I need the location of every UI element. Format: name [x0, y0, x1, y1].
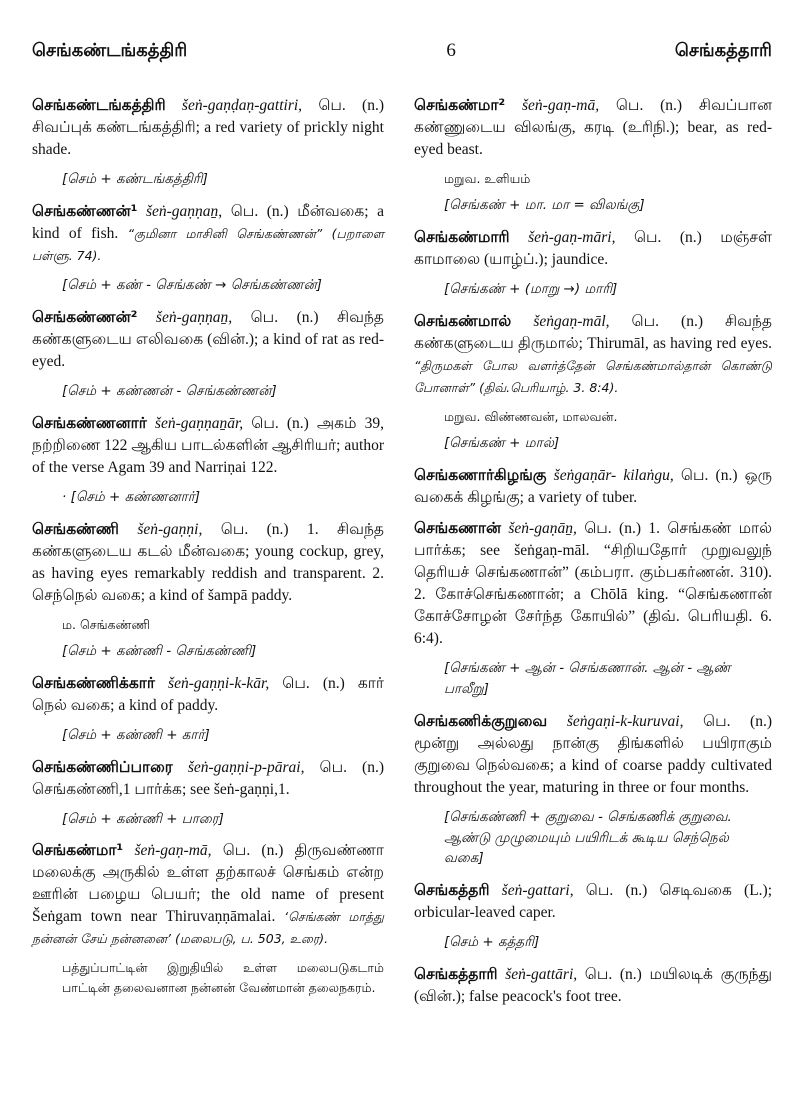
- headword: செங்கண்ணிக்கார்: [32, 673, 155, 692]
- dictionary-entry: [414, 464, 772, 509]
- transliteration: šeṅ-gaṇṇaṉ,: [155, 308, 233, 326]
- headword: செங்கத்தரி: [414, 881, 490, 900]
- dictionary-entry: [414, 94, 772, 161]
- headword: செங்கண்மா²: [414, 96, 506, 114]
- definition: பெ. (n.) திருவண்ணா மலைக்கு அருகில் உள்ள தற்காலச் செங்கம் என்ற ஊரின் பழைய பெயர்; the old name of present Šeṅgam town near Thiruvaṇṇāmalai.: [32, 842, 385, 926]
- definition: பெ. (n.) கார் நெல் வகை; a kind of paddy.: [32, 674, 385, 714]
- dictionary-entry: [414, 517, 772, 650]
- transliteration: šeṅ-gaṇṇi-k-kār,: [168, 674, 270, 692]
- headword: செங்கண்ணிப்பாரை: [32, 757, 173, 776]
- headword: செங்கண்ணி: [32, 519, 119, 538]
- entry-note: பத்துப்பாட்டின் இறுதியில் உள்ள மலைபடுகடாம் பாட்டின் தலைவனான நன்னன் வேண்மான் தலைநகரம்.: [62, 960, 384, 996]
- transliteration: šeṅgaṇi-k-kuruvai,: [566, 712, 684, 730]
- etymology: [செங்கண் + மால்]: [444, 434, 560, 451]
- definition: பெ. (n.) செடிவகை (L.); orbicular-leaved caper.: [414, 882, 773, 922]
- entry-note: மறுவ. விண்ணவன், மாலவன்.: [444, 408, 618, 424]
- headword: செங்கண்மால்: [414, 311, 512, 330]
- etymology: [செம் + கத்தரி]: [444, 934, 540, 951]
- definition: பெ. (n.) செங்கண்ணி,1 பார்க்க; see šeṅ-gaṇṇi,1.: [32, 758, 384, 798]
- header-right-guide-word: செங்கத்தாரி: [674, 40, 772, 61]
- citation-quote: “திருமகள் போல வளர்த்தேன் செங்கண்மால்தான் கொண்டு போனாள்” (திவ்.பெரியாழ். 3. 8:4).: [414, 357, 772, 395]
- dictionary-entry: [414, 879, 772, 924]
- citation-quote: ‘செங்கண் மாத்து நன்னன் சேய் நன்னனை’ (மலைபடு, ப. 503, உரை).: [32, 909, 385, 947]
- etymology: [செம் + கண் - செங்கண் → செங்கண்ணன்]: [62, 276, 322, 293]
- etymology: [செம் + கண்ணி + பாரை]: [62, 810, 224, 827]
- page-header: [32, 40, 772, 76]
- dictionary-entry: [32, 518, 384, 607]
- headword: செங்கணார்கிழங்கு: [414, 465, 547, 484]
- headword: செங்கணான்: [414, 518, 501, 537]
- dictionary-entry: [32, 200, 384, 267]
- etymology: [செங்கண் + (மாறு →) மாரி]: [444, 280, 618, 297]
- transliteration: šeṅ-gaṇ-mā,: [522, 97, 600, 114]
- headword: செங்கணிக்குறுவை: [414, 711, 548, 730]
- transliteration: šeṅgaṇār- kilaṅgu,: [553, 466, 674, 484]
- definition: பெ. (n.) சிவந்த கண்களுடைய எலிவகை (வின்.); a kind of rat as red-eyed.: [32, 308, 385, 370]
- transliteration: šeṅ-gaṇ-māri,: [528, 228, 616, 246]
- transliteration: šeṅ-gaṇ-mā,: [134, 842, 212, 860]
- headword: செங்கண்ணன்²: [32, 307, 138, 326]
- definition: பெ. (n.) 1. சிவந்த கண்களுடைய கடல் மீன்வகை; young cockup, grey, as having eyes remarkably reddish and transparent. 2. செந்நெல் வகை; a kind of šampā paddy.: [32, 520, 385, 604]
- dictionary-entry: [414, 310, 772, 399]
- dictionary-entry: [414, 963, 772, 1008]
- headword: செங்கண்ணன்¹: [32, 201, 138, 220]
- definition: பெ. (n.) சிவப்பான கண்ணுடைய விலங்கு, கரடி (உரிநி.); bear, as red-eyed beast.: [414, 97, 773, 158]
- etymology: [செம் + கண்ணன் - செங்கண்ணன்]: [62, 382, 277, 399]
- dictionary-entry: [32, 756, 384, 801]
- page-number: 6: [446, 40, 456, 61]
- definition: பெ. (n.) மீன்வகை; a kind of fish.: [32, 202, 384, 242]
- definition: பெ. (n.) மஞ்சள் காமாலை (யாழ்ப்.); jaundice.: [414, 228, 772, 268]
- etymology: [செம் + கண்ணி - செங்கண்ணி]: [62, 642, 257, 659]
- etymology: · [செம் + கண்ணனார்]: [62, 488, 201, 505]
- etymology: [செம் + கண்டங்கத்திரி]: [62, 171, 208, 187]
- headword: செங்கண்மாரி: [414, 227, 510, 246]
- transliteration: šeṅ-gaṇṇi,: [137, 520, 203, 538]
- dictionary-entry: [32, 94, 384, 161]
- entry-note: மறுவ. உளியம்: [444, 171, 531, 186]
- headword: செங்கண்டங்கத்திரி: [32, 96, 166, 114]
- header-left-guide-word: செங்கண்டங்கத்திரி: [32, 40, 188, 61]
- definition: பெ. (n.) அகம் 39, நற்றிணை 122 ஆகிய பாடல்களின் ஆசிரியர்; author of the verse Agam 39 and Narriṇai 122.: [32, 414, 385, 476]
- transliteration: šeṅgaṇ-māl,: [533, 312, 610, 330]
- definition: பெ. (n.) ஒரு வகைக் கிழங்கு; a variety of tuber.: [414, 466, 773, 506]
- transliteration: šeṅ-gaṇṇaṉār,: [154, 414, 244, 432]
- transliteration: šeṅ-gaṇāṉ,: [508, 519, 577, 537]
- etymology: [செங்கண் + ஆன் - செங்கணான். ஆன் - ஆண் பாலீறு]: [444, 659, 731, 697]
- transliteration: šeṅ-gaṇṇi-p-pārai,: [187, 758, 305, 776]
- dictionary-entry: [414, 710, 772, 799]
- citation-quote: “குமினா மாசினி செங்கண்ணன்” (பறாளை பள்ளு. 74).: [32, 225, 384, 263]
- dictionary-entry: [32, 306, 384, 373]
- transliteration: šeṅ-gattāri,: [505, 966, 578, 984]
- definition: பெ. (n.) மூன்று அல்லது நான்கு திங்களில் பயிராகும் குறுவை நெல்வகை; a kind of coarse paddy cultivated throughout the year, maturing in three or four months.: [414, 712, 773, 796]
- left-column: [32, 94, 384, 1016]
- headword: செங்கத்தாரி: [414, 965, 498, 984]
- definition: பெ. (n.) சிவப்புக் கண்டங்கத்திரி; a red variety of prickly night shade.: [32, 97, 384, 158]
- definition: பெ. (n.) சிவந்த கண்களுடைய திருமால்; Thirumāl, as having red eyes.: [414, 312, 773, 352]
- transliteration: šeṅ-gaṇṇaṉ,: [145, 202, 223, 220]
- dictionary-entry: [32, 672, 384, 717]
- entry-note: ம. செங்கண்ணி: [62, 616, 151, 632]
- dictionary-entry: [32, 839, 384, 950]
- transliteration: šeṅ-gattari,: [501, 882, 574, 900]
- etymology: [செம் + கண்ணி + கார்]: [62, 726, 210, 743]
- definition: பெ. (n.) 1. செங்கண் மால் பார்க்க; see šeṅgaṇ-māl. “சிறியதோர் முறுவலுந் தெரியச் செங்கணான்” (கம்பரா. கும்பகர்ணன். 310). 2. கோச்செங்கணான்; a Chōlā king. “செங்கணான் கோச்சோழன் சேர்ந்த கோயில்” (திவ். பெரியதி. 6. 6:4).: [414, 519, 773, 647]
- dictionary-entry: [414, 226, 772, 271]
- transliteration: šeṅ-gaṇḍaṇ-gattiri,: [181, 97, 303, 114]
- definition: பெ. (n.) மயிலடிக் குருந்து (வின்.); false peacock's foot tree.: [414, 966, 773, 1006]
- right-column: [414, 94, 772, 1016]
- etymology: [செங்கண்ணி + குறுவை - செங்கணிக் குறுவை. ஆண்டு முழுமையும் பயிரிடக் கூடிய செந்நெல் வகை]: [444, 808, 732, 867]
- headword: செங்கண்ணனார்: [32, 413, 147, 432]
- headword: செங்கண்மா¹: [32, 841, 124, 860]
- etymology: [செங்கண் + மா. மா = விலங்கு]: [444, 197, 645, 213]
- dictionary-entry: [32, 412, 384, 479]
